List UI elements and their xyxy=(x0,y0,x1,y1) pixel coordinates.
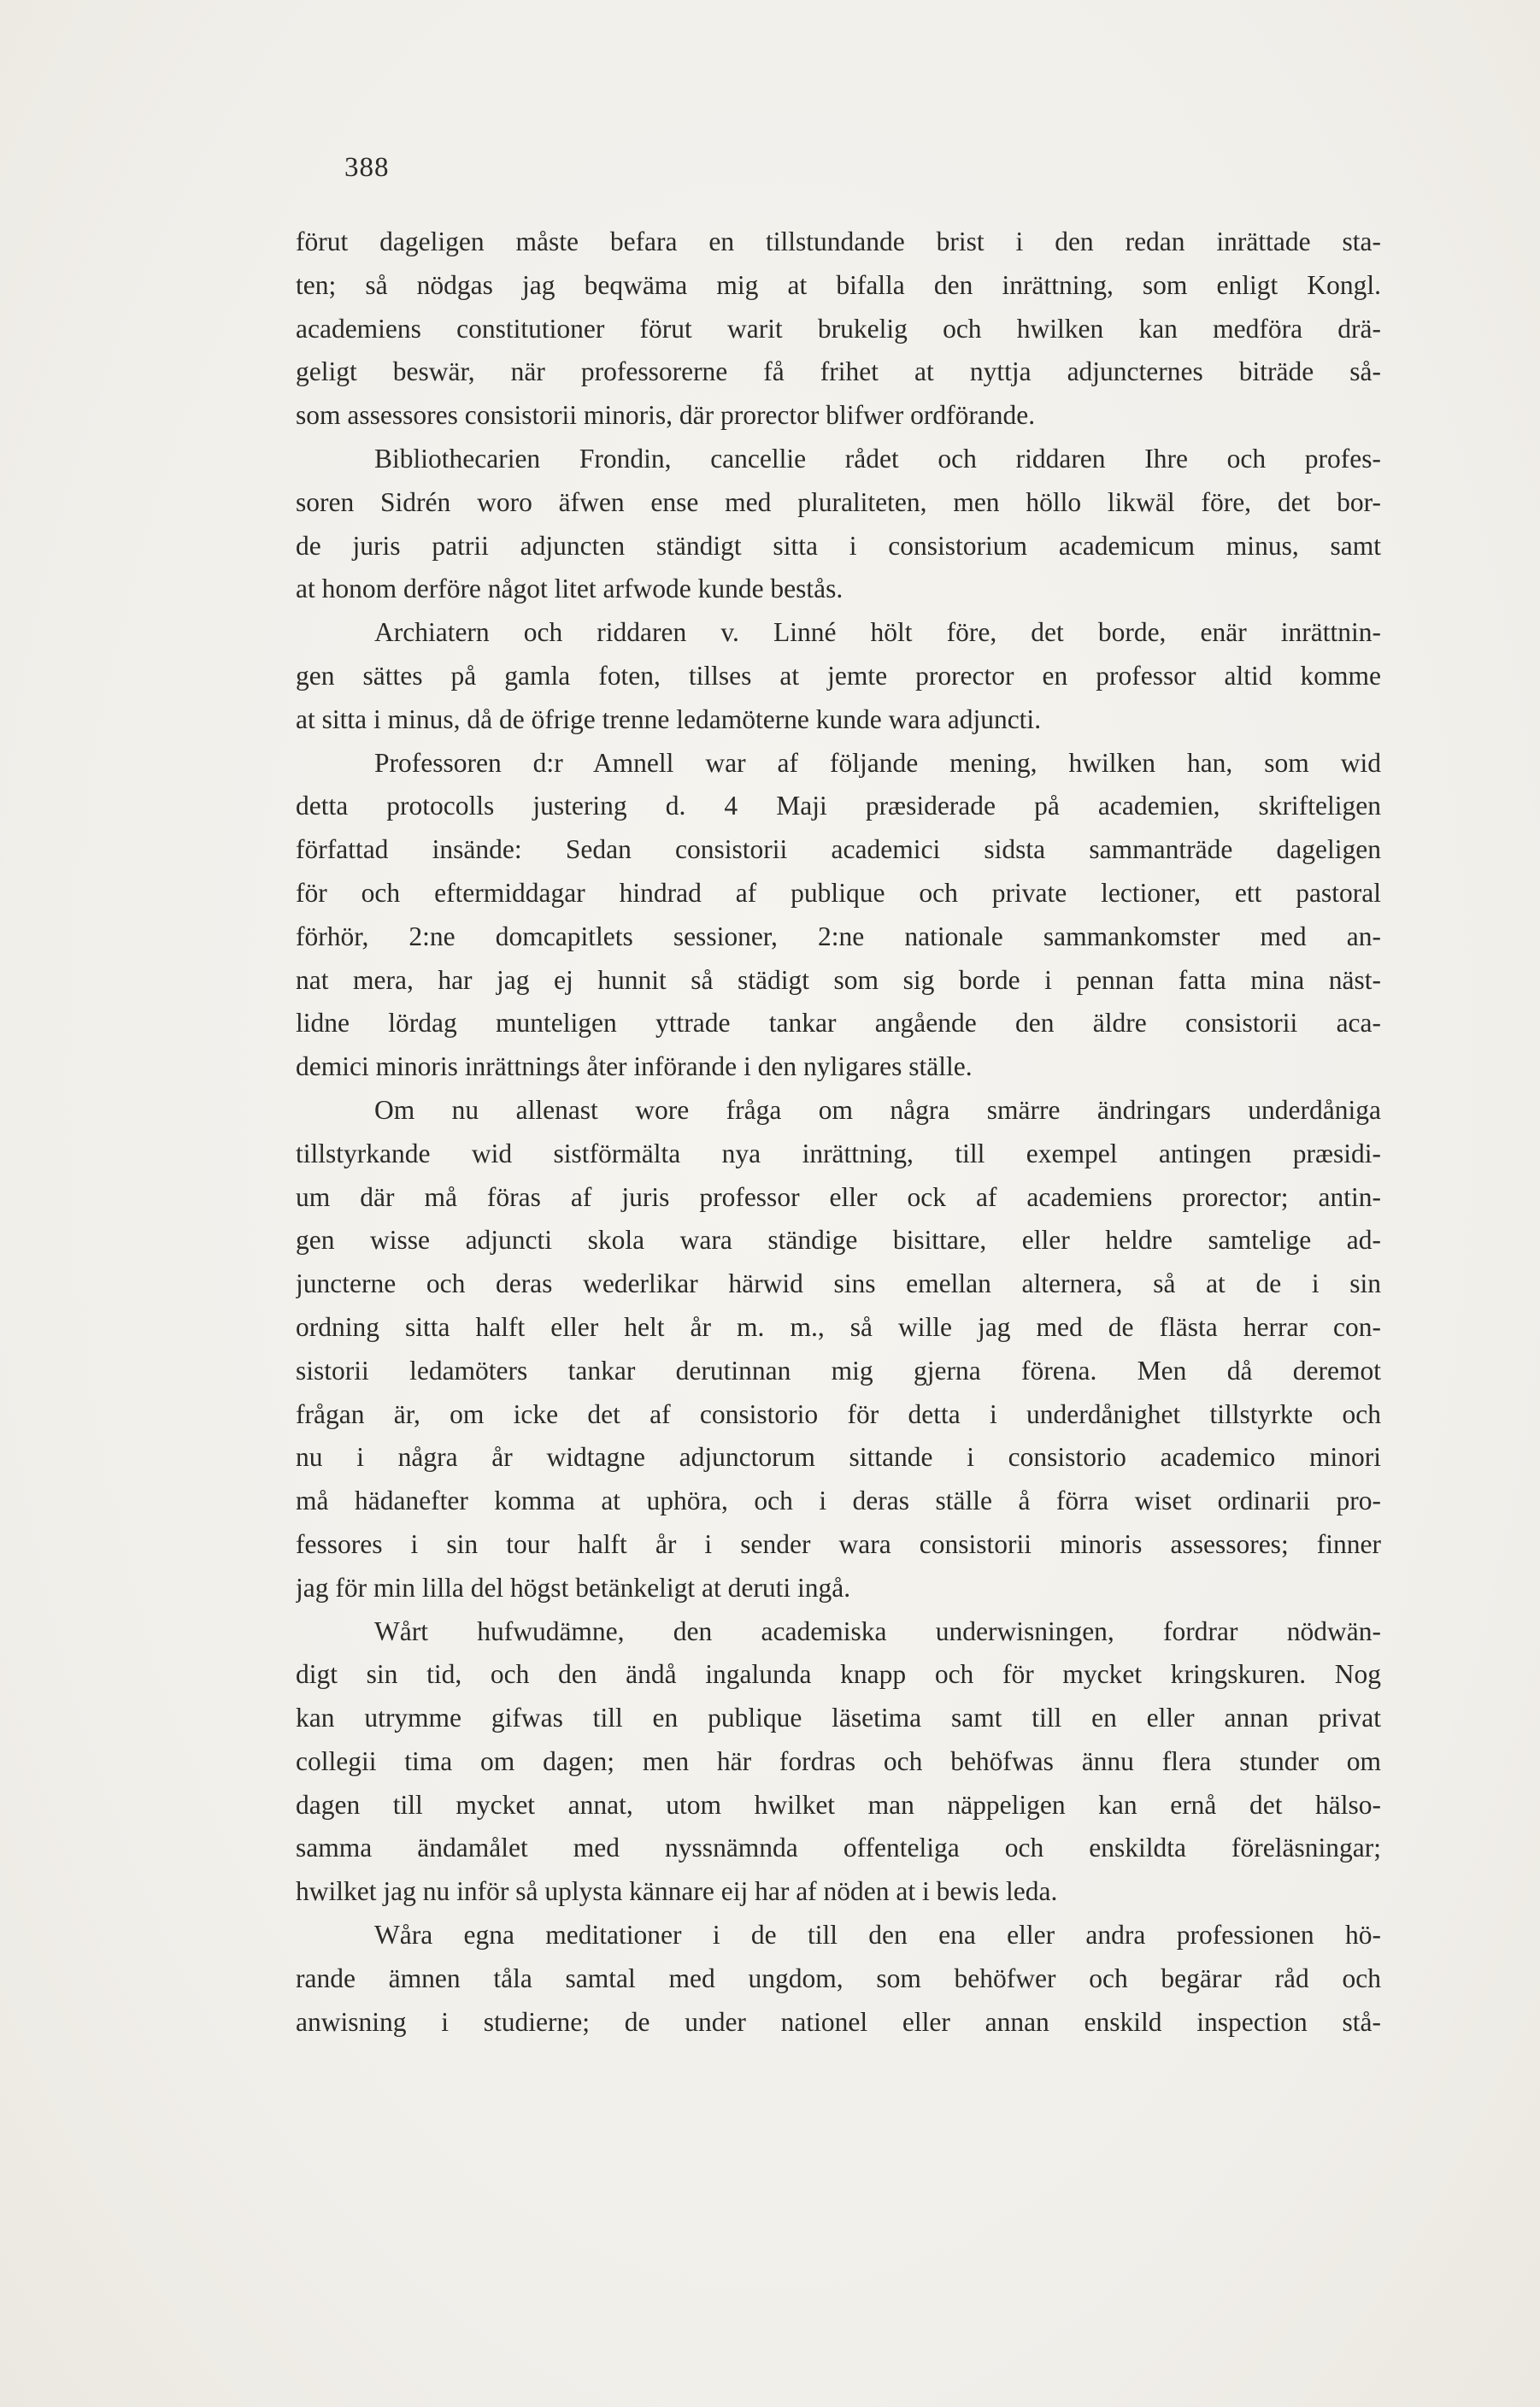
text-line: demici minoris inrättnings åter införande i den nyligares ställe. xyxy=(296,1051,973,1082)
text-line: Archiatern och riddaren v. Linné hölt före, det borde, enär inrättnin- xyxy=(374,617,1381,648)
text-line: frågan är, om icke det af consistorio för detta i underdånighet tillstyrkte och xyxy=(296,1398,1381,1429)
text-line: at sitta i minus, då de öfrige trenne ledamöterne kunde wara adjuncti. xyxy=(296,703,1042,734)
text-line: Wåra egna meditationer i de till den ena eller andra professionen hö- xyxy=(374,1920,1381,1951)
text-line: som assessores consistorii minoris, där prorector blifwer ordförande. xyxy=(296,400,1036,431)
text-line: sistorii ledamöters tankar derutinnan mig gjerna förena. Men då deremot xyxy=(296,1355,1381,1386)
text-line: Om nu allenast wore fråga om några smärre ändringars underdåniga xyxy=(374,1094,1381,1125)
text-line: at honom derföre något litet arfwode kunde bestås. xyxy=(296,574,843,604)
text-line: nu i några år widtagne adjunctorum sittande i consistorio academico minori xyxy=(296,1442,1381,1473)
text-line: för och eftermiddagar hindrad af publique och private lectioner, ett pastoral xyxy=(296,877,1381,908)
text-line: digt sin tid, och den ändå ingalunda knapp och för mycket kringskuren. Nog xyxy=(296,1659,1381,1690)
text-line: de juris patrii adjuncten ständigt sitta i consistorium academicum minus, samt xyxy=(296,530,1381,561)
text-line: dagen till mycket annat, utom hwilket man näppeligen kan ernå det hälso- xyxy=(296,1789,1381,1820)
text-line: må hädanefter komma at uphöra, och i deras ställe å förra wiset ordinarii pro- xyxy=(296,1486,1381,1516)
text-line: geligt beswär, när professorerne få frihet at nyttja adjuncternes biträde så- xyxy=(296,356,1381,387)
text-line: um där må föras af juris professor eller ock af academiens prorector; antin- xyxy=(296,1181,1381,1212)
text-line: förhör, 2:ne domcapitlets sessioner, 2:ne nationale sammankomster med an- xyxy=(296,921,1381,951)
text-line: academiens constitutioner förut warit brukelig och hwilken kan medföra drä- xyxy=(296,313,1381,344)
text-line: jag för min lilla del högst betänkeligt at deruti ingå. xyxy=(296,1572,851,1603)
text-line: författad insände: Sedan consistorii academici sidsta sammanträde dageligen xyxy=(296,834,1381,865)
text-line: Wårt hufwudämne, den academiska underwisningen, fordrar nödwän- xyxy=(374,1615,1381,1646)
text-line: ten; så nödgas jag beqwäma mig at bifalla den inrättning, som enligt Kongl. xyxy=(296,269,1381,300)
text-line: fessores i sin tour halft år i sender wara consistorii minoris assessores; finner xyxy=(296,1528,1381,1559)
text-line: soren Sidrén woro äfwen ense med pluraliteten, men höllo likwäl före, det bor- xyxy=(296,486,1381,517)
text-line: collegii tima om dagen; men här fordras och behöfwas ännu flera stunder om xyxy=(296,1745,1381,1776)
text-line: lidne lördag munteligen yttrade tankar angående den äldre consistorii aca- xyxy=(296,1008,1381,1039)
page-number: 388 xyxy=(344,152,390,183)
text-line: samma ändamålet med nyssnämnda offenteliga och enskildta föreläsningar; xyxy=(296,1833,1381,1863)
text-line: juncterne och deras wederlikar härwid sins emellan alternera, så at de i sin xyxy=(296,1268,1381,1299)
text-line: tillstyrkande wid sistförmälta nya inrättning, till exempel antingen præsidi- xyxy=(296,1138,1381,1168)
text-line: ordning sitta halft eller helt år m. m., så wille jag med de flästa herrar con- xyxy=(296,1311,1381,1342)
text-line: Bibliothecarien Frondin, cancellie rådet och riddaren Ihre och profes- xyxy=(374,443,1381,474)
text-line: rande ämnen tåla samtal med ungdom, som behöfwer och begärar råd och xyxy=(296,1963,1381,1993)
text-line: anwisning i studierne; de under nationel eller annan enskild inspection stå- xyxy=(296,2006,1381,2037)
text-line: kan utrymme gifwas till en publique läsetima samt till en eller annan privat xyxy=(296,1703,1381,1733)
text-line: detta protocolls justering d. 4 Maji præsiderade på academien, skrifteligen xyxy=(296,791,1381,821)
text-line: gen sättes på gamla foten, tillses at jemte prorector en professor altid komme xyxy=(296,660,1381,691)
text-line: Professoren d:r Amnell war af följande mening, hwilken han, som wid xyxy=(374,747,1381,778)
text-line: förut dageligen måste befara en tillstundande brist i den redan inrättade sta- xyxy=(296,227,1381,256)
body-text xyxy=(296,221,1381,2044)
text-line: gen wisse adjuncti skola wara ständige bisittare, eller heldre samtelige ad- xyxy=(296,1225,1381,1256)
text-line: hwilket jag nu inför så uplysta kännare eij har af nöden at i bewis leda. xyxy=(296,1876,1058,1907)
text-line: nat mera, har jag ej hunnit så städigt som sig borde i pennan fatta mina näst- xyxy=(296,964,1381,995)
